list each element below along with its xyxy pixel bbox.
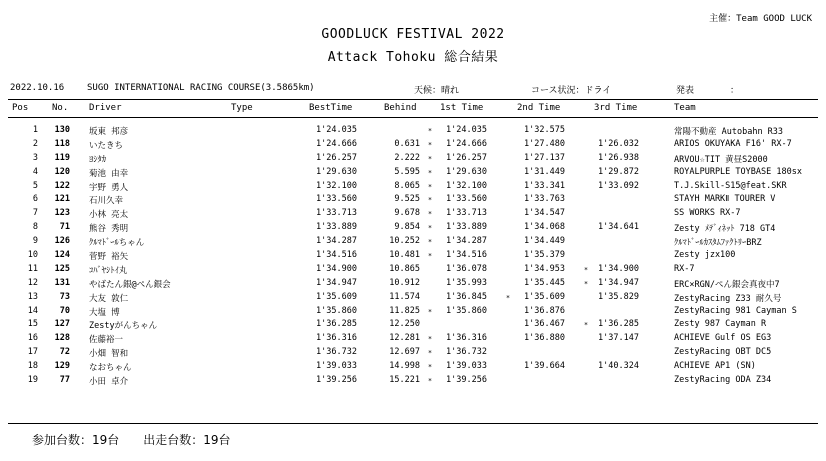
first-time-cell: 1'36.316 [446,333,487,344]
event-date: 2022.10.16 [10,83,65,93]
best-time-cell: 1'34.947 [316,277,357,288]
header-second: 2nd Time [517,103,561,113]
behind-cell: 9.678 [394,208,420,219]
first-time-cell: 1'36.845 [446,291,487,302]
entry-summary: 参加台数：19台 出走台数：19台 [32,433,231,447]
best-time-cell: 1'39.033 [316,361,357,372]
best-marker-1: * [427,349,433,358]
behind-cell: 14.998 [389,361,420,372]
course-name: SUGO INTERNATIONAL RACING COURSE(3.5865km) [87,83,315,93]
table-row [0,138,826,152]
car-number-cell: 120 [54,166,70,177]
pos-cell: 19 [27,375,38,386]
second-time-cell: 1'27.137 [524,152,565,163]
best-marker-1: * [427,210,433,219]
first-time-cell: 1'33.713 [446,208,487,219]
table-row [0,318,826,332]
driver-cell: 熊谷 秀明 [89,224,129,235]
pos-cell: 18 [27,361,38,372]
third-time-cell: 1'36.285 [598,319,639,330]
pos-cell: 10 [27,250,38,261]
organizer-label: 主催：Team GOOD LUCK [709,14,812,24]
second-time-cell: 1'34.449 [524,236,565,247]
announce-time: 発表 ： [676,86,740,96]
best-time-cell: 1'36.732 [316,347,357,358]
second-time-cell: 1'36.467 [524,319,565,330]
header-type: Type [231,103,253,113]
header-behind: Behind [384,103,417,113]
team-cell: 常陽不動産 Autobahn R33 [674,127,784,137]
driver-cell: 大塩 博 [89,307,120,318]
first-time-cell: 1'36.078 [446,263,487,274]
header-first: 1st Time [440,103,484,113]
third-time-cell: 1'34.947 [598,277,639,288]
behind-cell: 10.912 [389,277,420,288]
team-cell: ARIOS OKUYAKA F16' RX-7 [674,138,792,149]
best-marker-1: * [427,182,433,191]
second-time-cell: 1'36.880 [524,333,565,344]
table-row [0,166,826,180]
second-time-cell: 1'39.664 [524,361,565,372]
team-cell: ｸﾙﾏﾄﾞｰﾙｶｽﾀﾑﾌｧｸﾄﾘｰBRZ [674,238,762,249]
behind-cell: 8.065 [394,180,420,191]
pos-cell: 16 [27,333,38,344]
car-number-cell: 72 [59,347,70,358]
driver-cell: 佐藤裕一 [89,335,124,346]
third-time-cell: 1'29.872 [598,166,639,177]
first-time-cell: 1'39.256 [446,375,487,386]
driver-cell: 菊池 由幸 [89,168,129,179]
third-time-cell: 1'34.641 [598,222,639,233]
car-number-cell: 119 [54,152,70,163]
car-number-cell: 71 [59,222,70,233]
driver-cell: ﾖｼﾀｶ [89,154,107,165]
first-time-cell: 1'35.993 [446,277,487,288]
car-number-cell: 122 [54,180,70,191]
first-time-cell: 1'39.033 [446,361,487,372]
best-time-cell: 1'33.713 [316,208,357,219]
behind-cell: 9.525 [394,194,420,205]
table-row [0,235,826,249]
pos-cell: 7 [32,208,38,219]
table-row [0,263,826,277]
table-row [0,207,826,221]
results-title: Attack Tohoku 総合結果 [327,50,499,65]
second-time-cell: 1'33.341 [524,180,565,191]
results-table-body [0,124,826,388]
second-time-cell: 1'27.480 [524,138,565,149]
table-row [0,374,826,388]
second-time-cell: 1'31.449 [524,166,565,177]
table-row [0,249,826,263]
table-row [0,305,826,319]
table-row [0,360,826,374]
second-time-cell: 1'34.953 [524,263,565,274]
third-time-cell: 1'26.032 [598,138,639,149]
best-marker-3: * [583,265,589,274]
best-marker-1: * [427,224,433,233]
best-marker-1: * [427,238,433,247]
second-time-cell: 1'32.575 [524,125,565,135]
team-cell: ERC×RGN/ぺん銀会真夜中7 [674,279,780,290]
team-cell: ZestyRacing 981 Cayman S [674,305,797,316]
third-time-cell: 1'37.147 [598,333,639,344]
table-row [0,277,826,291]
best-time-cell: 1'34.516 [316,250,357,261]
pos-cell: 14 [27,305,38,316]
best-marker-3: * [583,279,589,288]
best-marker-1: * [427,363,433,372]
weather: 天候：晴れ [414,86,460,96]
car-number-cell: 124 [54,250,70,261]
team-cell: ZestyRacing OBT DC5 [674,347,772,358]
behind-cell: 12.281 [389,333,420,344]
third-time-cell: 1'26.938 [598,152,639,163]
team-cell: SS WORKS RX-7 [674,208,741,219]
car-number-cell: 130 [54,125,70,135]
best-time-cell: 1'29.630 [316,166,357,177]
second-time-cell: 1'35.609 [524,291,565,302]
pos-cell: 15 [27,319,38,330]
second-time-cell: 1'35.379 [524,250,565,261]
behind-cell: 2.222 [394,152,420,163]
best-time-cell: 1'36.316 [316,333,357,344]
team-cell: RX-7 [674,263,695,274]
driver-cell: なおちゃん [89,363,132,374]
best-time-cell: 1'39.256 [316,375,357,386]
car-number-cell: 126 [54,236,70,247]
first-time-cell: 1'24.035 [446,125,487,135]
behind-cell: 10.252 [389,236,420,247]
driver-cell: 菅野 裕矢 [89,252,129,263]
driver-cell: 大友 敦仁 [89,293,129,304]
first-time-cell: 1'26.257 [446,152,487,163]
second-time-cell: 1'35.445 [524,277,565,288]
car-number-cell: 70 [59,305,70,316]
behind-cell: 0.631 [394,138,420,149]
best-marker-1: * [427,196,433,205]
pos-cell: 6 [32,194,38,205]
driver-cell: ｺﾊﾞﾔｼﾄｲ丸 [89,265,128,276]
car-number-cell: 125 [54,263,70,274]
team-cell: ACHIEVE AP1 (SN) [674,361,756,372]
divider-header [8,117,818,118]
driver-cell: 坂東 邦彦 [89,127,129,137]
team-cell: ACHIEVE Gulf OS EG3 [674,333,772,344]
pos-cell: 12 [27,277,38,288]
pos-cell: 3 [32,152,38,163]
best-time-cell: 1'34.287 [316,236,357,247]
header-no: No. [52,103,69,113]
team-cell: Zesty 987 Cayman R [674,319,767,330]
divider-top [8,99,818,100]
car-number-cell: 127 [54,319,70,330]
first-time-cell: 1'33.889 [446,222,487,233]
driver-cell: いたきち [89,140,124,151]
second-time-cell: 1'34.068 [524,222,565,233]
driver-cell: 石川久幸 [89,196,124,207]
second-time-cell: 1'36.876 [524,305,565,316]
pos-cell: 11 [27,263,38,274]
table-row [0,332,826,346]
best-time-cell: 1'33.560 [316,194,357,205]
best-time-cell: 1'36.285 [316,319,357,330]
behind-cell: 9.854 [394,222,420,233]
driver-cell: 小田 卓介 [89,377,129,388]
third-time-cell: 1'34.900 [598,263,639,274]
best-marker-1: * [427,127,433,135]
first-time-cell: 1'35.860 [446,305,487,316]
header-team: Team [674,103,696,113]
best-time-cell: 1'32.100 [316,180,357,191]
header-driver: Driver [89,103,122,113]
first-time-cell: 1'33.560 [446,194,487,205]
car-number-cell: 131 [54,277,70,288]
team-cell: ARVOU☆TIT 黄昼S2000 [674,154,768,165]
best-marker-1: * [427,140,433,149]
header-third: 3rd Time [594,103,638,113]
first-time-cell: 1'34.516 [446,250,487,261]
table-row [0,180,826,194]
best-time-cell: 1'35.609 [316,291,357,302]
table-header [0,103,826,117]
behind-cell: 12.250 [389,319,420,330]
pos-cell: 9 [32,236,38,247]
best-marker-1: * [427,252,433,261]
best-time-cell: 1'33.889 [316,222,357,233]
best-marker-1: * [427,377,433,386]
behind-cell: 10.865 [389,263,420,274]
behind-cell: 12.697 [389,347,420,358]
behind-cell: 15.221 [389,375,420,386]
first-time-cell: 1'24.666 [446,138,487,149]
car-number-cell: 118 [54,138,70,149]
driver-cell: 宇野 勇人 [89,182,129,193]
pos-cell: 1 [32,125,38,135]
third-time-cell: 1'40.324 [598,361,639,372]
first-time-cell: 1'32.100 [446,180,487,191]
driver-cell: 小畑 智和 [89,349,129,360]
behind-cell: 11.825 [389,305,420,316]
table-row [0,291,826,305]
first-time-cell: 1'34.287 [446,236,487,247]
driver-cell: Zestyがんちゃん [89,321,158,332]
pos-cell: 13 [27,291,38,302]
third-time-cell: 1'35.829 [598,291,639,302]
header-pos: Pos [12,103,29,113]
pos-cell: 2 [32,138,38,149]
event-title: GOODLUCK FESTIVAL 2022 [321,27,505,42]
best-marker-1: * [427,168,433,177]
car-number-cell: 128 [54,333,70,344]
pos-cell: 5 [32,180,38,191]
second-time-cell: 1'34.547 [524,208,565,219]
header-best: BestTime [309,103,353,113]
team-cell: T.J.Skill-S15@feat.SKR [674,180,787,191]
team-cell: Zesty jzx100 [674,250,736,261]
car-number-cell: 73 [59,291,70,302]
track-condition: コース状況：ドライ [531,86,612,96]
best-time-cell: 1'24.666 [316,138,357,149]
team-cell: ZestyRacing ODA Z34 [674,375,772,386]
best-marker-1: * [427,307,433,316]
car-number-cell: 123 [54,208,70,219]
pos-cell: 17 [27,347,38,358]
car-number-cell: 77 [59,375,70,386]
best-marker-3: * [583,321,589,330]
best-time-cell: 1'26.257 [316,152,357,163]
best-marker-2: * [505,293,511,302]
best-time-cell: 1'34.900 [316,263,357,274]
team-cell: ZestyRacing Z33 耐久号 [674,293,782,304]
team-cell: Zesty ﾒﾃﾞｨﾈｯﾄ 718 GT4 [674,224,776,235]
behind-cell: 11.574 [389,291,420,302]
driver-cell: やばたん銀@ぺん銀会 [89,279,171,290]
second-time-cell: 1'33.763 [524,194,565,205]
behind-cell: 10.481 [389,250,420,261]
team-cell: ROYALPURPLE TOYBASE 180sx [674,166,802,177]
best-time-cell: 1'35.860 [316,305,357,316]
table-row [0,193,826,207]
pos-cell: 8 [32,222,38,233]
driver-cell: 小林 亮太 [89,210,129,221]
first-time-cell: 1'36.732 [446,347,487,358]
pos-cell: 4 [32,166,38,177]
first-time-cell: 1'29.630 [446,166,487,177]
table-row [0,152,826,166]
table-row [0,124,826,138]
table-row [0,346,826,360]
car-number-cell: 129 [54,361,70,372]
third-time-cell: 1'33.092 [598,180,639,191]
event-info-line [0,83,826,97]
divider-bottom [8,423,818,424]
car-number-cell: 121 [54,194,70,205]
behind-cell: 5.595 [394,166,420,177]
table-row [0,221,826,235]
driver-cell: ｸﾙﾏﾄﾞｰﾙちゃん [89,238,145,249]
best-time-cell: 1'24.035 [316,125,357,135]
best-marker-1: * [427,335,433,344]
best-marker-1: * [427,154,433,163]
team-cell: STAYH MARKⅡ TOURER V [674,194,776,205]
